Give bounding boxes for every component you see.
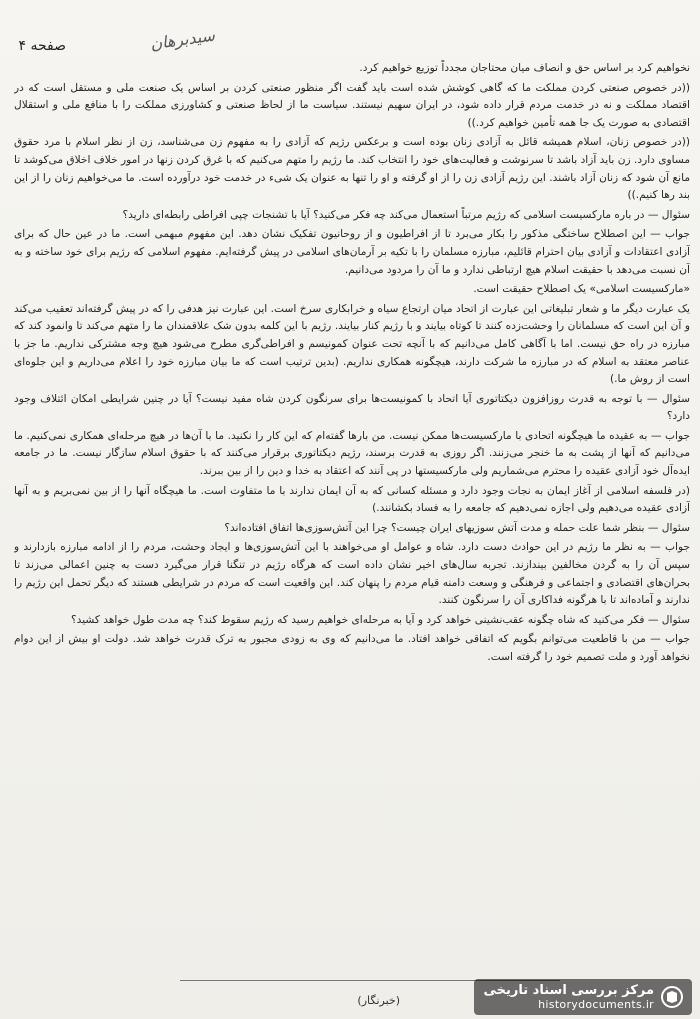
page-header xyxy=(0,20,700,60)
paragraph: «مارکسیست اسلامی» یک اصطلاح حقیقت است. xyxy=(473,283,690,296)
paragraph: جواب — به عقیده ما هیچگونه اتحادی با مارکسیست‌ها ممکن نیست. من بارها گفته‌ام که این کار را نکنید. ما با آن‌ها در هیچ مرحله‌ای همکاری نمی‌کنیم. ما می‌دانیم که آنها از پشت به ما خنجر می‌زنند. اگر روزی به قدرت برسند، رژیم دیکتاتوری برقرار می‌کنند که با حقوق اسلام سازگار نیست. ما در جامعه ایده‌آل خود آزادی عقیده را محترم می‌شماریم ولی مارکسیستها در پی آنند که اعتقاد به خدا و دین را از بین ببرند. xyxy=(14,429,690,478)
archive-watermark xyxy=(474,979,693,1015)
paragraph: جواب — این اصطلاح ساختگی مذکور را بکار می‌برد تا از افراطیون و از روحانیون تفکیک نشان دهد. این مفهوم مبهمی است. ما در عین حال که برای آزادی اعتقادات و آزادی بیان احترام قائلیم، مبارزه مسلمان را با تکیه بر آرمان‌های اسلامی در پیش گرفته‌ایم. مفهوم اسلامی که رژیم برای خود ساخته و به آن نسبت می‌دهد با حقیقت اسلام هیچ ارتباطی ندارد و ما آن را مردود می‌دانیم. xyxy=(14,228,690,276)
footer-note: (خبرنگار) xyxy=(357,994,400,1007)
paragraph: سئوال — در باره مارکسیست اسلامی که رژیم مرتباً استعمال می‌کند چه فکر می‌کنید؟ آیا با تشنجات چپی افراطی رابطه‌ای دارید؟ xyxy=(122,208,690,221)
archive-logo-icon xyxy=(660,985,684,1009)
paragraph: جواب — من با قاطعیت می‌توانم بگویم که اتفاقی خواهد افتاد. ما می‌دانیم که وی به زودی مجبور به ترک قدرت خواهد شد. دولت او بیش از این دوام نخواهد آورد و ملت تصمیم خود را گرفته است. xyxy=(14,633,690,663)
paragraph: جواب — به نظر ما رژیم در این حوادث دست دارد. شاه و عوامل او می‌خواهند با این آتش‌سوزی‌ها و ایجاد وحشت، مردم را از ادامه مبارزه بازدارند و سپس آن را به گردن مخالفین بیندازند. تجربه سال‌های اخیر نشان داده است که هرگاه رژیم در تنگنا قرار می‌گیرد دست به چنین اعمالی می‌زند تا بحران‌های اقتصادی و اجتماعی و فرهنگی و وسعت دامنه قیام مردم را پنهان کند. این واقعیت است که مردم در شرایطی هستند که دیگر تحمل این رژیم را ندارند و آماده‌اند تا با هرگونه فداکاری آن را سرنگون کنند. xyxy=(14,541,690,607)
watermark-url: historydocuments.ir xyxy=(538,998,654,1011)
paragraph: ((در خصوص صنعتی کردن مملکت ما که گاهی کوشش شده است باید گفت اگر منظور صنعتی کردن بر اساس یک صنعت ملی و مستقل است که در اقتصاد مملکت و نه در خدمت مردم قرار داده شود، در ایران سهیم نیستند. سیاست ما از لحاظ صنعتی و کشاورزی مملکت را با منافع ملی و استقلال اقتصادی به صورت یک جا همه تأمین خواهیم کرد.)) xyxy=(14,81,690,129)
page-number: صفحه ۴ xyxy=(18,38,66,54)
document-body xyxy=(14,60,690,959)
watermark-title: مرکز بررسی اسناد تاریخی xyxy=(483,983,654,998)
paragraph: سئوال — فکر می‌کنید که شاه چگونه عقب‌نشینی خواهد کرد و آیا به مرحله‌ای خواهیم رسید که رژیم سقوط کند؟ چه مدت طول خواهد کشید؟ xyxy=(71,613,690,626)
paragraph: سئوال — با توجه به قدرت روزافزون دیکتاتوری آیا اتحاد با کمونیست‌ها برای سرنگون کردن شاه مفید نیست؟ آیا در چنین شرایطی امکان ائتلاف وجود دارد؟ xyxy=(14,392,690,423)
paragraph: یک عبارت دیگر ما و شعار تبلیغاتی این عبارت از اتحاد میان ارتجاع سیاه و خرابکاری سرخ است. این عبارت نیز هدفی را که در پیش گرفته‌اند تعقیب می‌کند و آن این است که مسلمانان را وحشت‌زده کنند تا کوتاه بیایند و با رژیم کنار بیایند. رژیم با این کلمه بدون شک علاقمندان ما را متهم می‌کند تا وانمود کند که مبارزه در راه حق نیست. اما با آگاهی کامل می‌دانیم که با آنچه تحت عنوان کمونیسم و افراطی‌گری مطرح می‌شود هیچ وجه مشترکی نداریم. ما جز با عناصر معتقد به اسلام که در مبارزه ما شرکت دارند، هیچگونه همکاری نداریم. (بدین ترتیب است که ما بیان مبارزه خود را اعلام می‌داریم و این جلوه‌ای است از روش ما.) xyxy=(14,302,690,386)
paragraph: (در فلسفه اسلامی از آغاز ایمان به نجات وجود دارد و مسئله کسانی که به آن ایمان ندارند با ما متفاوت است. ما هیچگاه آنها را از بین نمی‌بریم و به آنها آزادی عقیده می‌دهیم ولی اجازه نمی‌دهیم که جامعه را به فساد بکشانند.) xyxy=(14,484,690,515)
paragraph: نخواهیم کرد بر اساس حق و انصاف میان محتاجان مجدداً توزیع خواهیم کرد. xyxy=(359,62,690,74)
handwritten-annotation: سیدبرهان xyxy=(148,25,216,54)
paragraph: ((در خصوص زنان، اسلام همیشه قائل به آزادی زنان بوده است و برعکس رژیم که آزادی را به مفهوم زن می‌شناسد، زن از نظر اسلام با مرد حقوق مساوی دارد. زن باید آزاد باشد تا سرنوشت و فعالیت‌های خود را انتخاب کند. ما رژیم را متهم می‌کنیم که با غرق کردن زنها در امور خلاف اخلاق می‌کوشد تا مانع آن شود که زنان آزاد باشند. این رژیم آزادی زن را از او گرفته و او را تنها به عنوان یک شیء در خدمت خود درآورده است. ما می‌خواهیم زنان را از این بند رها کنیم.)) xyxy=(14,136,690,202)
paragraph: سئوال — بنظر شما علت حمله و مدت آتش سوزیهای ایران چیست؟ چرا این آتش‌سوزی‌ها اتفاق افتاده‌اند؟ xyxy=(224,521,690,534)
